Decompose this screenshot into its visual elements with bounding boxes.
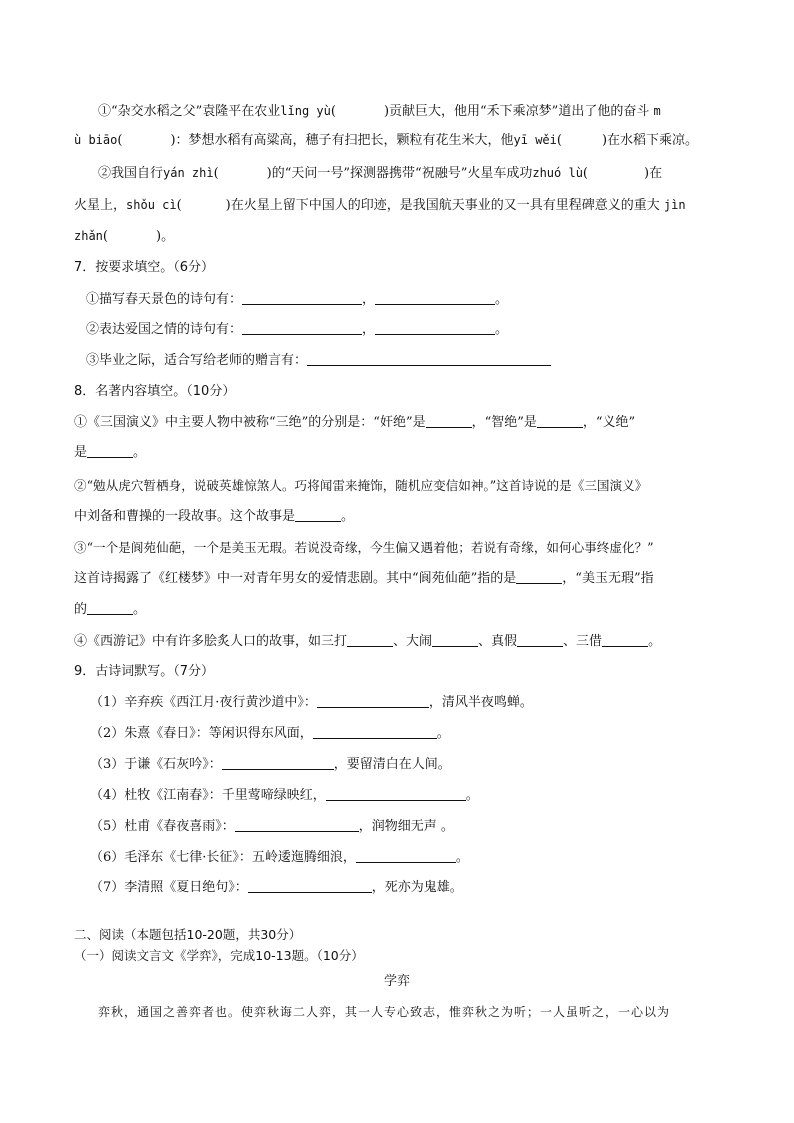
- q9-l1-blank[interactable]: [317, 693, 429, 708]
- q6-s2-text-b: 的“天问一号”探测器携带“祝融号”火星车成功: [271, 166, 533, 181]
- q6-s2-text-f: 。: [161, 229, 175, 244]
- q6-sentence1-line2: [74, 130, 734, 151]
- q9-line5: [90, 817, 750, 837]
- q8-i1-blank-b[interactable]: [537, 413, 583, 428]
- q7-item2-label: ②表达爱国之情的诗句有：: [86, 322, 243, 337]
- q7-item3-label: ③毕业之际，适合写给老师的赠言有：: [86, 353, 308, 368]
- q7-item2-blank-b[interactable]: [375, 320, 495, 335]
- q8-i2-blank[interactable]: [295, 507, 341, 522]
- q7-item1-label: ①描写春天景色的诗句有：: [86, 292, 243, 307]
- q8-i2-text-b: 中刘备和曹操的一段故事。这个故事是: [74, 509, 296, 524]
- q6-s1-text-d: 在水稻下乘凉。: [607, 133, 699, 148]
- q9-l2-text-b: 。: [436, 726, 450, 741]
- q6-pinyin-mubiao-a: m: [653, 104, 661, 118]
- q6-pinyin-mubiao-b: ù biāo: [74, 133, 118, 147]
- q6-pinyin-yanzhi: yán zhì: [163, 166, 214, 180]
- q9-l4-text-a: （4）杜牧《江南春》：千里莺啼绿映红，: [90, 788, 326, 803]
- q8-item3-line2: [74, 569, 734, 589]
- q8-i4-text-e: 。: [648, 634, 662, 649]
- q9-l2-blank[interactable]: [313, 724, 437, 739]
- q7-item1: [86, 290, 746, 310]
- q7-item1-blank-a[interactable]: [242, 290, 362, 305]
- q9-l5-blank[interactable]: [235, 817, 359, 832]
- q6-answer-paren-3[interactable]: ( ): [556, 133, 608, 148]
- q7-item2-blank-a[interactable]: [242, 320, 362, 335]
- q8-i4-text-d: 、三借: [563, 634, 603, 649]
- q8-i3-blank-a[interactable]: [516, 569, 562, 584]
- q7-title: 7．按要求填空。（6分）: [74, 260, 215, 275]
- q8-i2-text-c: 。: [341, 509, 355, 524]
- q8-item3-line3: [74, 600, 734, 620]
- section2-title: 二、阅读（本题包括10-20题，共30分）: [74, 927, 302, 942]
- q8-i4-blank-c[interactable]: [517, 632, 563, 647]
- q6-pinyin-jinzhan-a: jìn: [663, 198, 686, 212]
- q8-i1-text-d: 是: [74, 445, 88, 460]
- q8-i1-text-c: ，“义绝”: [582, 415, 636, 430]
- q6-s1-text-c: ：梦想水稻有高粱高，穗子有扫把长，颗粒有花生米大，他: [175, 133, 514, 148]
- q9-l6-text-b: 。: [455, 850, 469, 865]
- q9-l5-text-b: ，润物细无声 。: [358, 819, 454, 834]
- q8-item2-line2: [74, 507, 734, 527]
- q6-s2-text-e: 在火星上留下中国人的印迹，是我国航天事业的又一具有里程碑意义的重大: [230, 198, 660, 213]
- q8-i4-blank-d[interactable]: [602, 632, 648, 647]
- period: 。: [495, 292, 509, 307]
- q9-l4-blank[interactable]: [326, 786, 466, 801]
- q8-i3-text-b: 这首诗揭露了《红楼梦》中一对青年男女的爱情悲剧。其中“阆苑仙葩”指的是: [74, 571, 517, 586]
- q8-item2-line1: ②“勉从虎穴暂栖身，说破英雄惊煞人。巧将闻雷来掩饰，随机应变信如神。”这首诗说的是《三国演义》: [74, 478, 648, 493]
- q8-i4-text-b: 、大闹: [393, 634, 433, 649]
- q9-l7-blank[interactable]: [248, 878, 372, 893]
- q9-l3-text-a: （3）于谦《石灰吟》：: [90, 757, 222, 772]
- q9-l7-text-a: （7）李清照《夏日绝句》：: [90, 880, 248, 895]
- q8-i1-text-b: ，“智绝”是: [471, 415, 537, 430]
- section2-subtitle: （一）阅读文言文《学弈》，完成10-13题。（10分）: [74, 948, 364, 963]
- q7-item1-blank-b[interactable]: [375, 290, 495, 305]
- q6-s2-text-c: 在: [649, 166, 663, 181]
- q8-i4-blank-b[interactable]: [432, 632, 478, 647]
- q9-l3-blank[interactable]: [222, 755, 334, 770]
- q6-sentence1-line1: [98, 101, 758, 122]
- q8-i4-text-c: 、真假: [478, 634, 518, 649]
- q8-i1-blank-a[interactable]: [426, 413, 472, 428]
- q6-answer-paren-7[interactable]: ( ): [102, 229, 162, 244]
- passage-line1: 弈秋，通国之善弈者也。使弈秋诲二人弈，其一人专心致志，惟弈秋之为听；一人虽听之，一心以为: [98, 1005, 671, 1019]
- q6-answer-paren-4[interactable]: ( ): [213, 166, 272, 181]
- q8-i1-blank-c[interactable]: [87, 443, 133, 458]
- q9-l2-text-a: （2）朱熹《春日》：等闲识得东风面，: [90, 726, 313, 741]
- q8-title: 8．名著内容填空。（10分）: [74, 384, 236, 399]
- q6-answer-paren-2[interactable]: ( ): [117, 133, 176, 148]
- q6-pinyin-jinzhan-b: zhǎn: [74, 229, 103, 243]
- q9-l1-text-b: ，清风半夜鸣蝉。: [428, 695, 533, 710]
- q8-item1-line1: [74, 413, 734, 433]
- q8-i3-text-d: 的: [74, 602, 88, 617]
- q6-answer-paren-6[interactable]: ( ): [176, 198, 231, 213]
- q8-i4-blank-a[interactable]: [347, 632, 393, 647]
- q8-i3-text-c: ，“美玉无瑕”指: [562, 571, 654, 586]
- q6-pinyin-yiwei: yī wěi: [513, 133, 557, 147]
- passage-title: 学弈: [383, 974, 410, 989]
- q9-l3-text-b: ，要留清白在人间。: [333, 757, 451, 772]
- q9-l1-text-a: （1）辛弃疾《西江月·夜行黄沙道中》：: [90, 695, 317, 710]
- q9-l4-text-b: 。: [465, 788, 479, 803]
- q9-line2: [90, 724, 750, 744]
- q9-line7: [90, 878, 750, 898]
- q8-item3-line1: ③“一个是阆苑仙葩，一个是美玉无瑕。若说没奇缘，今生偏又遇着他；若说有奇缘，如何心事终虚化？”: [74, 540, 654, 555]
- q7-item2: [86, 320, 746, 340]
- comma: ，: [362, 292, 376, 307]
- q6-answer-paren-1[interactable]: ( ): [330, 104, 390, 119]
- q6-sentence2-line3: [74, 226, 734, 247]
- period: 。: [495, 322, 509, 337]
- q8-item1-line2: [74, 443, 734, 463]
- q9-title: 9．古诗词默写。（7分）: [74, 664, 215, 679]
- q9-l7-text-b: ，死亦为鬼雄。: [371, 880, 463, 895]
- q9-line4: [90, 786, 750, 806]
- q8-i1-text-e: 。: [133, 445, 147, 460]
- q9-line3: [90, 755, 750, 775]
- q6-answer-paren-5[interactable]: ( ): [582, 166, 650, 181]
- q6-s2-text-a: ②我国自行: [98, 166, 164, 181]
- q6-s1-text-b: 贡献巨大，他用“禾下乘凉梦”道出了他的奋斗: [389, 104, 650, 119]
- q8-item4: [74, 632, 734, 652]
- q8-i1-text-a: ①《三国演义》中主要人物中被称“三绝”的分别是：“奸绝”是: [74, 415, 426, 430]
- q9-l6-blank[interactable]: [356, 848, 456, 863]
- q9-l5-text-a: （5）杜甫《春夜喜雨》：: [90, 819, 235, 834]
- q6-sentence2-line2: [74, 195, 734, 216]
- q6-sentence2-line1: [98, 163, 758, 184]
- q6-s1-text-a: ①“杂交水稻之父”袁隆平在农业: [98, 104, 281, 119]
- q6-pinyin-lingyu: lǐng yù: [280, 104, 331, 118]
- comma: ，: [362, 322, 376, 337]
- q9-l6-text-a: （6）毛泽东《七律·长征》：五岭逶迤腾细浪，: [90, 850, 356, 865]
- q7-item3-blank[interactable]: [307, 351, 551, 366]
- q6-pinyin-shouci: shǒu cì: [126, 198, 177, 212]
- q6-pinyin-zhuolu: zhuó lù: [532, 166, 583, 180]
- q8-i3-blank-b[interactable]: [87, 600, 133, 615]
- q9-line6: [90, 848, 750, 868]
- q7-item3: [86, 351, 746, 371]
- q8-i3-text-e: 。: [133, 602, 147, 617]
- q6-s2-text-d: 火星上，: [74, 198, 127, 213]
- q8-i4-text-a: ④《西游记》中有许多脍炙人口的故事，如三打: [74, 634, 348, 649]
- q9-line1: [90, 693, 750, 713]
